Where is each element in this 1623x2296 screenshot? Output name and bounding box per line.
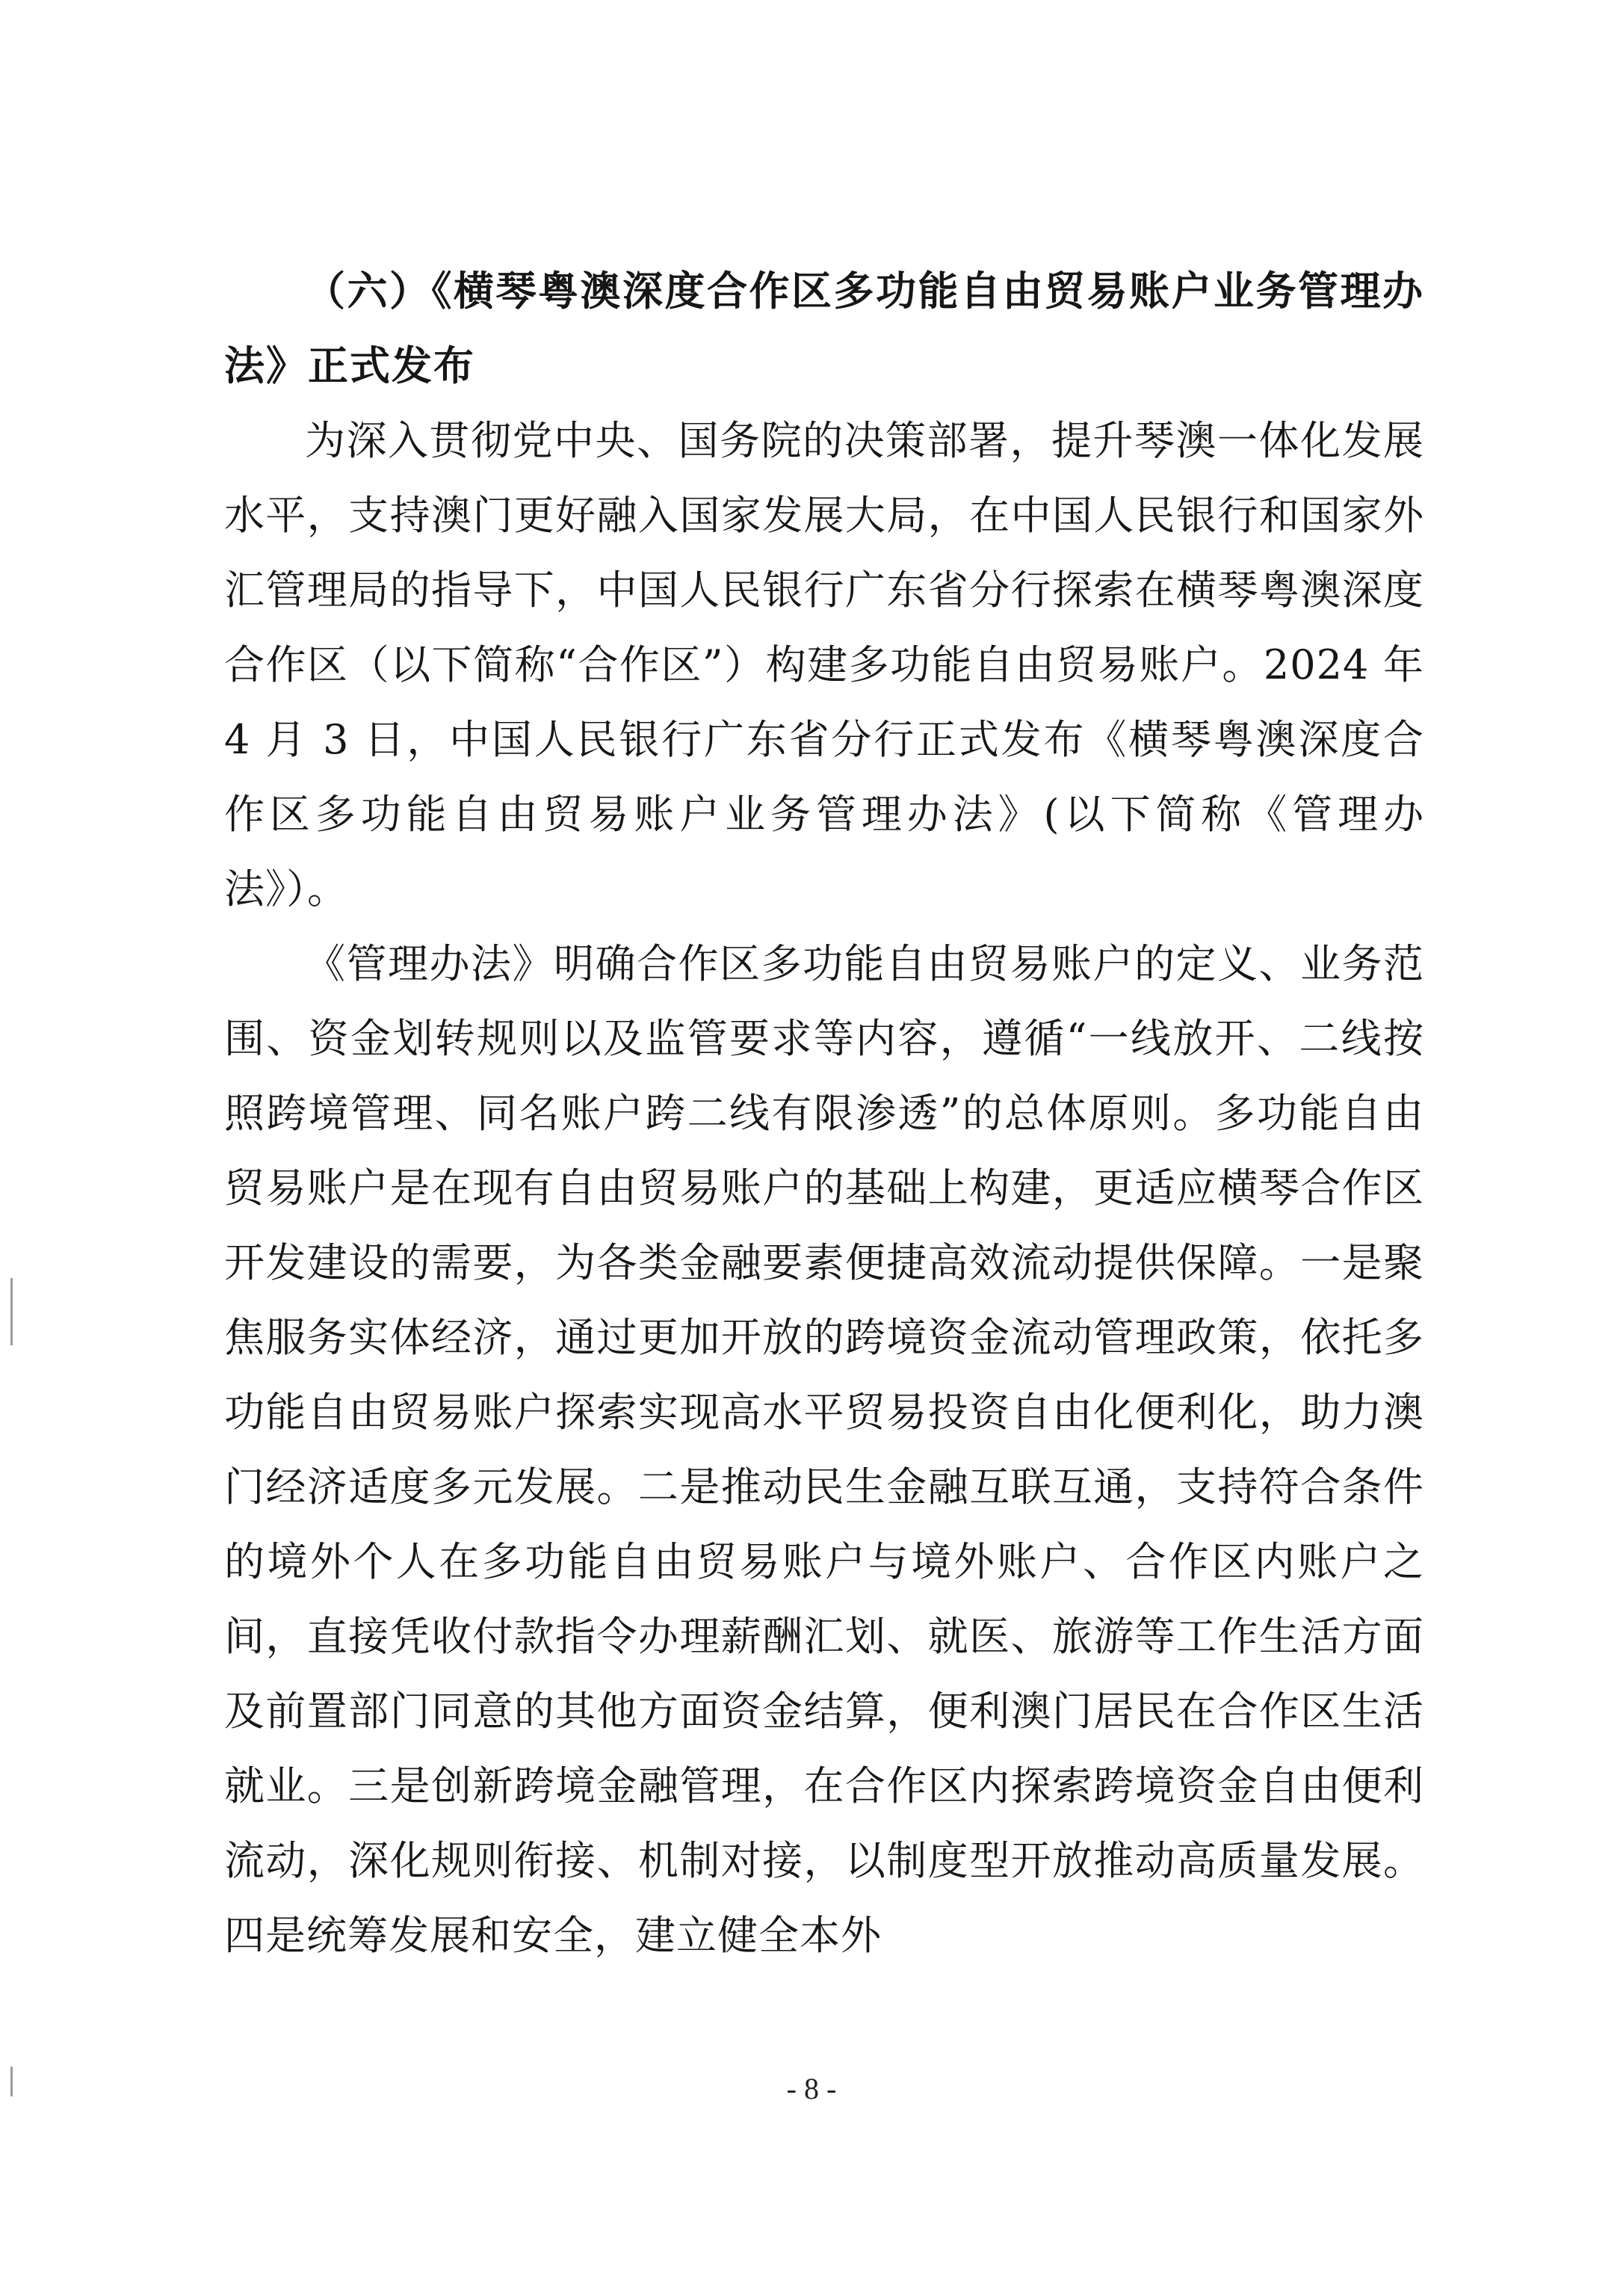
scan-edge-mark [10, 1278, 13, 1345]
page-number: - 8 - [786, 2072, 837, 2105]
body-paragraph-1: 为深入贯彻党中央、国务院的决策部署，提升琴澳一体化发展水平，支持澳门更好融入国家发展大局，在中国人民银行和国家外汇管理局的指导下，中国人民银行广东省分行探索在横琴粤澳深度合作区（以下简称“合作区”）构建多功能自由贸易账户。2024 年 4 月 3 日，中国人民银行广东省分行正式发布《横琴粤澳深度合作区多功能自由贸易账户业务管理办法》(以下简称《管理办法》）。 [224, 417, 1424, 913]
page-body [224, 254, 1424, 1973]
section-heading: （六）《横琴粤澳深度合作区多功能自由贸易账户业务管理办法》正式发布 [224, 268, 1424, 389]
body-paragraph-2: 《管理办法》明确合作区多功能自由贸易账户的定义、业务范围、资金划转规则以及监管要求等内容，遵循“一线放开、二线按照跨境管理、同名账户跨二线有限渗透”的总体原则。多功能自由贸易账户是在现有自由贸易账户的基础上构建，更适应横琴合作区开发建设的需要，为各类金融要素便捷高效流动提供保障。一是聚焦服务实体经济，通过更加开放的跨境资金流动管理政策，依托多功能自由贸易账户探索实现高水平贸易投资自由化便利化，助力澳门经济适度多元发展。二是推动民生金融互联互通，支持符合条件的境外个人在多功能自由贸易账户与境外账户、合作区内账户之间，直接凭收付款指令办理薪酬汇划、就医、旅游等工作生活方面及前置部门同意的其他方面资金结算，便利澳门居民在合作区生活就业。三是创新跨境金融管理，在合作区内探索跨境资金自由便利流动，深化规则衔接、机制对接，以制度型开放推动高质量发展。四是统筹发展和安全，建立健全本外 [224, 940, 1424, 1959]
